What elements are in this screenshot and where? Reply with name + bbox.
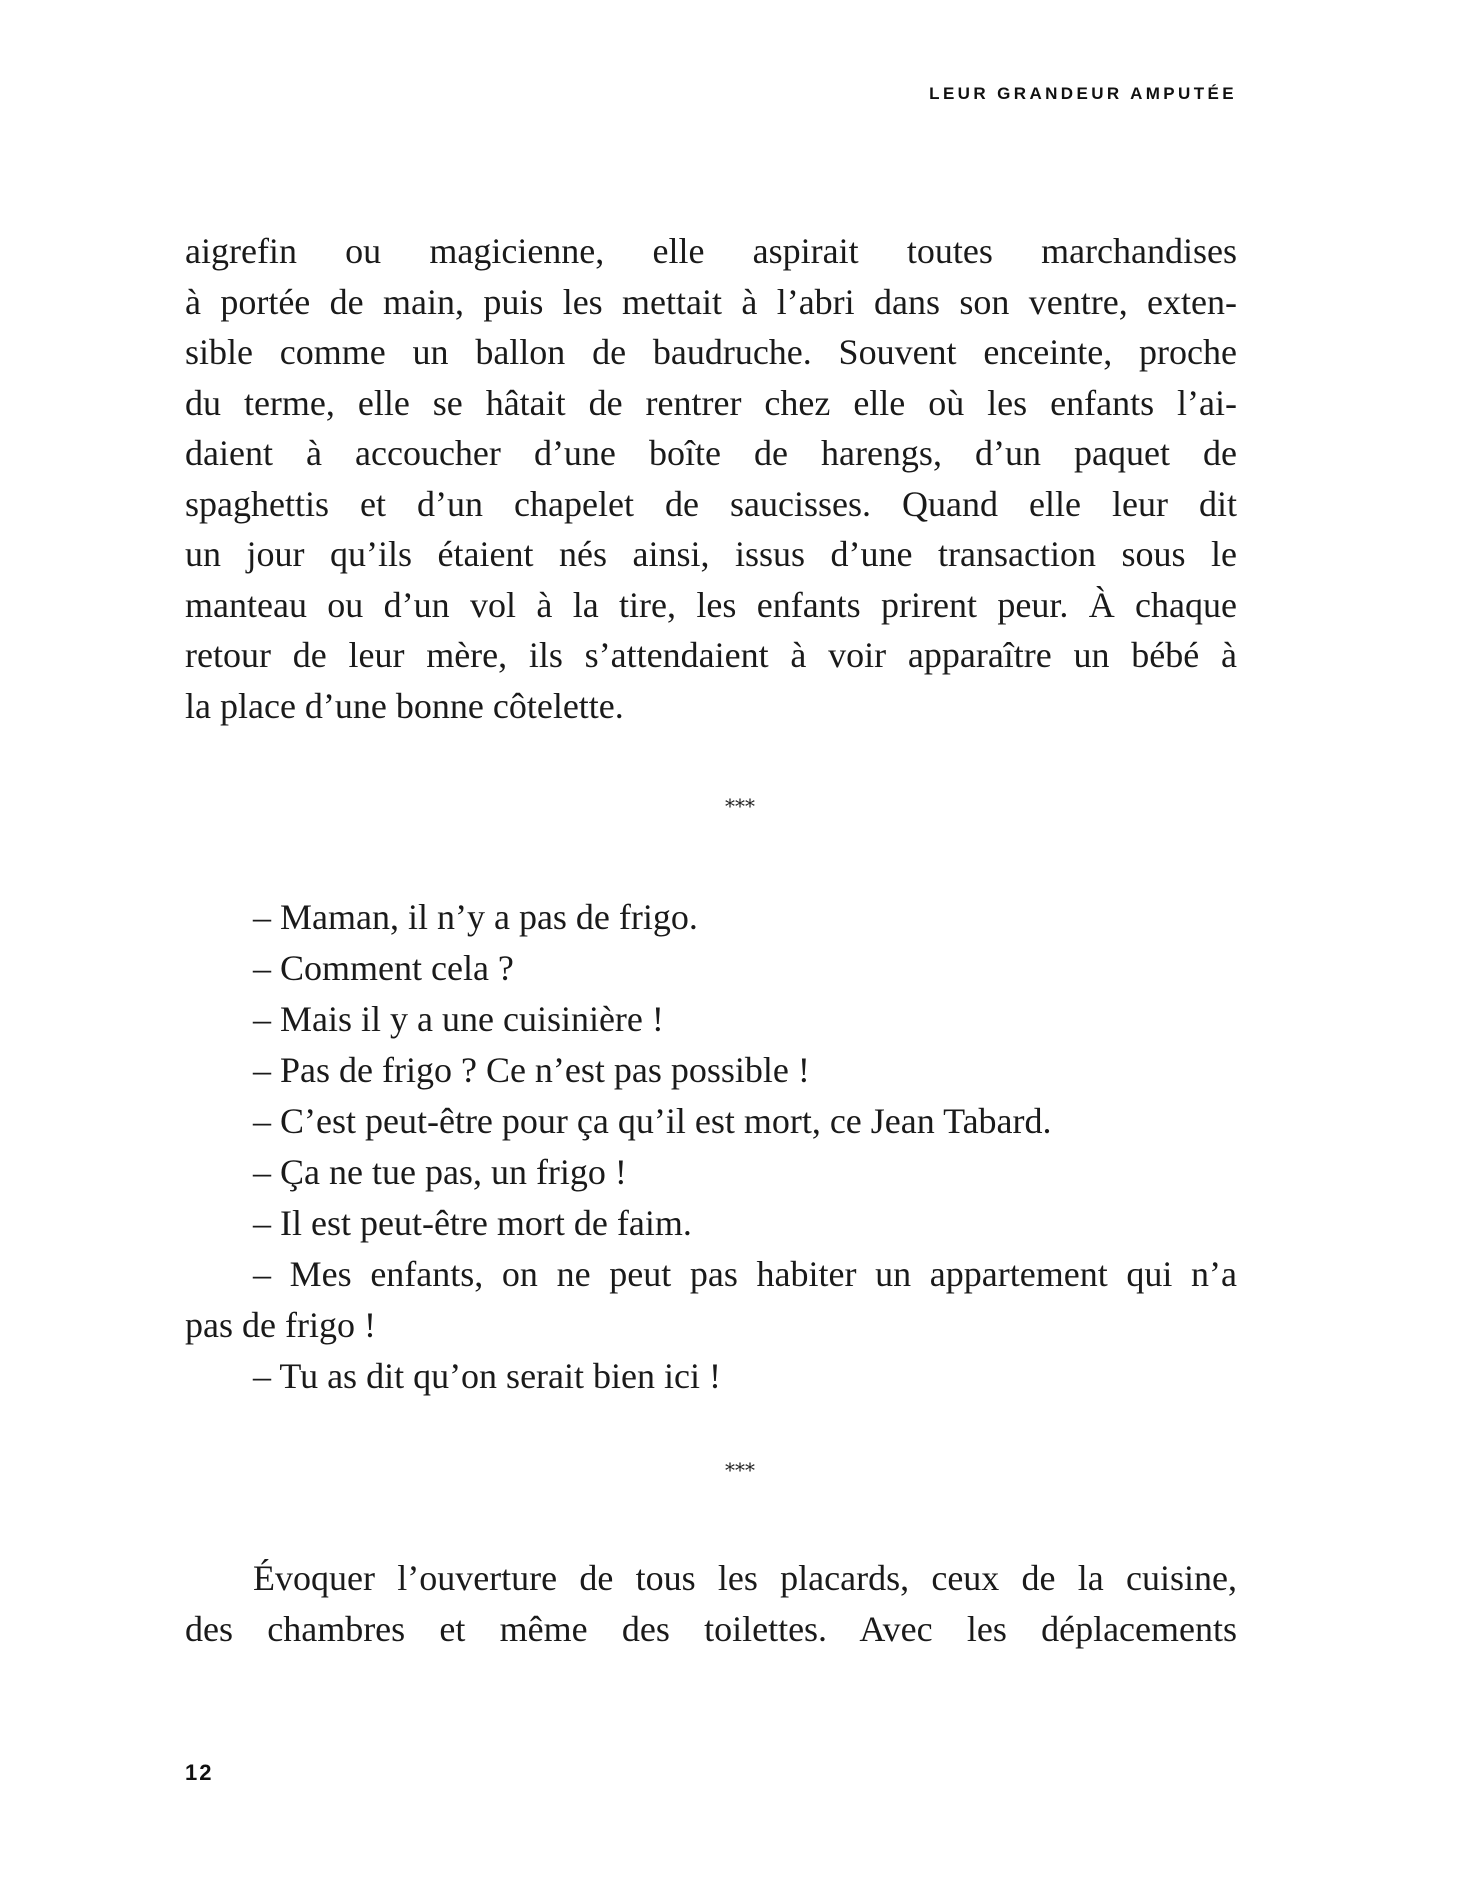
dialogue-line: – Mes enfants, on ne peut pas habiter un appartement qui n’a [253,1254,1237,1294]
dialogue-line: – C’est peut-être pour ça qu’il est mort, ce Jean Tabard. [253,1101,1052,1141]
dialogue-line: – Tu as dit qu’on serait bien ici ! [253,1356,721,1396]
section-separator: *** [725,1458,755,1482]
dialogue-line: – Comment cela ? [253,948,514,988]
section-separator: *** [725,794,755,818]
text-line: des chambres et même des toilettes. Avec les déplacements [185,1609,1237,1649]
text-line: la place d’une bonne côtelette. [185,685,624,726]
text-line: daient à accoucher d’une boîte de harengs, d’un paquet de [185,433,1237,473]
text-line: manteau ou d’un vol à la tire, les enfants prirent peur. À chaque [185,584,1237,625]
text-line: Évoquer l’ouverture de tous les placards, ceux de la cuisine, [253,1558,1237,1598]
running-head: LEUR GRANDEUR AMPUTÉE [929,84,1237,103]
text-line: spaghettis et d’un chapelet de saucisses. Quand elle leur dit [185,483,1237,524]
text-line: du terme, elle se hâtait de rentrer chez elle où les enfants l’ai- [185,382,1237,423]
dialogue-line: pas de frigo ! [185,1305,376,1345]
page-number: 12 [185,1760,214,1785]
text-line: à portée de main, puis les mettait à l’abri dans son ventre, exten- [185,281,1237,322]
text-line: sible comme un ballon de baudruche. Souvent enceinte, proche [185,332,1237,372]
dialogue-line: – Il est peut-être mort de faim. [253,1203,692,1243]
text-line: un jour qu’ils étaient nés ainsi, issus d’une transaction sous le [185,534,1237,574]
text-line: retour de leur mère, ils s’attendaient à voir apparaître un bébé à [185,635,1237,675]
dialogue-line: – Maman, il n’y a pas de frigo. [253,897,698,937]
dialogue-line: – Ça ne tue pas, un frigo ! [253,1152,627,1192]
text-line: aigrefin ou magicienne, elle aspirait toutes marchandises [185,231,1237,271]
dialogue-line: – Pas de frigo ? Ce n’est pas possible ! [253,1050,810,1090]
dialogue-line: – Mais il y a une cuisinière ! [253,999,664,1039]
